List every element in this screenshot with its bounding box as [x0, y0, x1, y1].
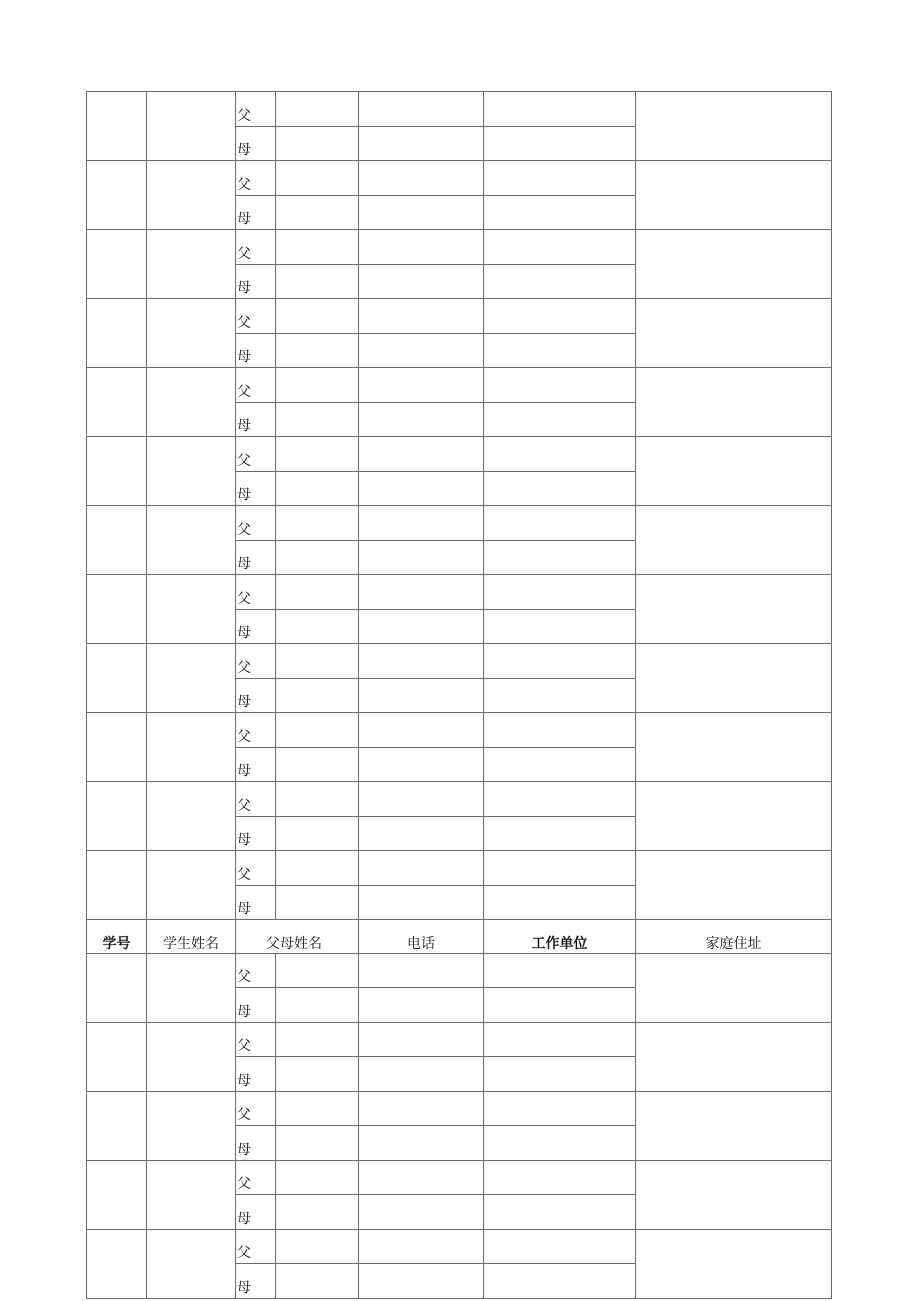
father-phone-cell [359, 644, 484, 679]
father-phone-cell [359, 161, 484, 196]
mother-work-unit-cell [484, 988, 636, 1023]
father-name-cell [276, 92, 359, 127]
father-name-cell [276, 299, 359, 334]
mother-label: 母 [236, 471, 276, 506]
mother-name-cell [276, 747, 359, 782]
father-work-unit-cell [484, 368, 636, 403]
mother-name-cell [276, 1057, 359, 1092]
home-address-cell [636, 575, 832, 644]
home-address-cell [636, 851, 832, 920]
father-name-cell [276, 953, 359, 988]
father-name-cell [276, 575, 359, 610]
mother-name-cell [276, 333, 359, 368]
father-phone-cell [359, 92, 484, 127]
student-name-cell [147, 299, 236, 368]
father-name-cell [276, 713, 359, 748]
mother-name-cell [276, 402, 359, 437]
father-name-cell [276, 851, 359, 886]
student-no-cell [87, 1091, 147, 1160]
father-label: 父 [236, 1091, 276, 1126]
mother-label: 母 [236, 402, 276, 437]
student-name-cell [147, 575, 236, 644]
mother-phone-cell [359, 816, 484, 851]
mother-phone-cell [359, 471, 484, 506]
home-address-cell [636, 92, 832, 161]
student-no-cell [87, 506, 147, 575]
student-name-cell [147, 1229, 236, 1298]
mother-name-cell [276, 816, 359, 851]
mother-phone-cell [359, 1264, 484, 1299]
mother-label: 母 [236, 540, 276, 575]
student-parent-roster-sheet [86, 91, 831, 1299]
mother-name-cell [276, 540, 359, 575]
mother-name-cell [276, 988, 359, 1023]
mother-name-cell [276, 678, 359, 713]
mother-label: 母 [236, 126, 276, 161]
table-header-row [87, 920, 832, 954]
home-address-cell [636, 299, 832, 368]
father-phone-cell [359, 713, 484, 748]
header-phone: 电话 [359, 920, 484, 954]
father-name-cell [276, 161, 359, 196]
mother-work-unit-cell [484, 540, 636, 575]
father-name-cell [276, 1091, 359, 1126]
mother-label: 母 [236, 1195, 276, 1230]
father-phone-cell [359, 1229, 484, 1264]
table-row [87, 575, 832, 610]
father-label: 父 [236, 713, 276, 748]
mother-name-cell [276, 126, 359, 161]
father-phone-cell [359, 230, 484, 265]
mother-phone-cell [359, 988, 484, 1023]
mother-label: 母 [236, 609, 276, 644]
mother-name-cell [276, 471, 359, 506]
student-name-cell [147, 506, 236, 575]
father-phone-cell [359, 1022, 484, 1057]
father-label: 父 [236, 161, 276, 196]
father-name-cell [276, 782, 359, 817]
mother-work-unit-cell [484, 471, 636, 506]
mother-phone-cell [359, 678, 484, 713]
table-row [87, 92, 832, 127]
table-row [87, 1091, 832, 1126]
student-name-cell [147, 782, 236, 851]
mother-phone-cell [359, 126, 484, 161]
student-name-cell [147, 713, 236, 782]
home-address-cell [636, 161, 832, 230]
student-no-cell [87, 644, 147, 713]
father-work-unit-cell [484, 851, 636, 886]
table-row [87, 299, 832, 334]
father-phone-cell [359, 506, 484, 541]
home-address-cell [636, 644, 832, 713]
mother-name-cell [276, 885, 359, 920]
mother-label: 母 [236, 1057, 276, 1092]
father-phone-cell [359, 299, 484, 334]
father-work-unit-cell [484, 1160, 636, 1195]
mother-label: 母 [236, 333, 276, 368]
table-row [87, 1160, 832, 1195]
father-work-unit-cell [484, 92, 636, 127]
table-row [87, 368, 832, 403]
home-address-cell [636, 1229, 832, 1298]
mother-label: 母 [236, 1126, 276, 1161]
father-work-unit-cell [484, 437, 636, 472]
father-name-cell [276, 506, 359, 541]
header-student-name: 学生姓名 [147, 920, 236, 954]
father-name-cell [276, 1022, 359, 1057]
father-label: 父 [236, 644, 276, 679]
student-name-cell [147, 161, 236, 230]
mother-name-cell [276, 195, 359, 230]
mother-work-unit-cell [484, 816, 636, 851]
father-work-unit-cell [484, 1091, 636, 1126]
table-row [87, 506, 832, 541]
header-student-no: 学号 [87, 920, 147, 954]
father-label: 父 [236, 1229, 276, 1264]
home-address-cell [636, 782, 832, 851]
mother-name-cell [276, 264, 359, 299]
mother-label: 母 [236, 678, 276, 713]
father-work-unit-cell [484, 782, 636, 817]
father-work-unit-cell [484, 713, 636, 748]
father-label: 父 [236, 1022, 276, 1057]
home-address-cell [636, 1091, 832, 1160]
father-work-unit-cell [484, 230, 636, 265]
home-address-cell [636, 953, 832, 1022]
roster-body [87, 92, 832, 1299]
home-address-cell [636, 713, 832, 782]
student-no-cell [87, 1229, 147, 1298]
mother-phone-cell [359, 885, 484, 920]
mother-phone-cell [359, 195, 484, 230]
home-address-cell [636, 368, 832, 437]
mother-phone-cell [359, 747, 484, 782]
mother-name-cell [276, 609, 359, 644]
father-work-unit-cell [484, 644, 636, 679]
home-address-cell [636, 506, 832, 575]
mother-name-cell [276, 1264, 359, 1299]
mother-work-unit-cell [484, 402, 636, 437]
father-work-unit-cell [484, 506, 636, 541]
father-label: 父 [236, 782, 276, 817]
student-no-cell [87, 161, 147, 230]
student-no-cell [87, 1022, 147, 1091]
father-name-cell [276, 230, 359, 265]
father-phone-cell [359, 851, 484, 886]
mother-phone-cell [359, 333, 484, 368]
father-phone-cell [359, 575, 484, 610]
mother-work-unit-cell [484, 1195, 636, 1230]
student-no-cell [87, 953, 147, 1022]
table-row [87, 644, 832, 679]
father-name-cell [276, 437, 359, 472]
home-address-cell [636, 230, 832, 299]
student-name-cell [147, 437, 236, 506]
mother-label: 母 [236, 885, 276, 920]
student-name-cell [147, 644, 236, 713]
mother-work-unit-cell [484, 747, 636, 782]
father-work-unit-cell [484, 953, 636, 988]
father-label: 父 [236, 92, 276, 127]
mother-work-unit-cell [484, 1264, 636, 1299]
student-no-cell [87, 713, 147, 782]
table-row [87, 230, 832, 265]
home-address-cell [636, 1022, 832, 1091]
father-label: 父 [236, 368, 276, 403]
mother-work-unit-cell [484, 609, 636, 644]
mother-label: 母 [236, 988, 276, 1023]
mother-label: 母 [236, 747, 276, 782]
mother-work-unit-cell [484, 126, 636, 161]
mother-phone-cell [359, 1126, 484, 1161]
mother-work-unit-cell [484, 1126, 636, 1161]
roster-table [86, 91, 832, 1299]
table-row [87, 1229, 832, 1264]
table-row [87, 1022, 832, 1057]
father-label: 父 [236, 953, 276, 988]
mother-label: 母 [236, 195, 276, 230]
student-no-cell [87, 851, 147, 920]
student-name-cell [147, 1091, 236, 1160]
mother-work-unit-cell [484, 195, 636, 230]
header-home-address: 家庭住址 [636, 920, 832, 954]
student-name-cell [147, 953, 236, 1022]
student-name-cell [147, 1022, 236, 1091]
student-name-cell [147, 230, 236, 299]
mother-work-unit-cell [484, 264, 636, 299]
mother-phone-cell [359, 402, 484, 437]
mother-work-unit-cell [484, 678, 636, 713]
student-no-cell [87, 230, 147, 299]
student-no-cell [87, 575, 147, 644]
table-row [87, 953, 832, 988]
father-label: 父 [236, 299, 276, 334]
father-work-unit-cell [484, 1229, 636, 1264]
table-row [87, 437, 832, 472]
mother-work-unit-cell [484, 1057, 636, 1092]
father-work-unit-cell [484, 1022, 636, 1057]
father-label: 父 [236, 506, 276, 541]
father-name-cell [276, 1160, 359, 1195]
mother-phone-cell [359, 1195, 484, 1230]
student-no-cell [87, 92, 147, 161]
father-label: 父 [236, 575, 276, 610]
father-work-unit-cell [484, 299, 636, 334]
mother-phone-cell [359, 609, 484, 644]
mother-name-cell [276, 1195, 359, 1230]
father-phone-cell [359, 953, 484, 988]
father-phone-cell [359, 1091, 484, 1126]
mother-name-cell [276, 1126, 359, 1161]
header-work-unit: 工作单位 [484, 920, 636, 954]
home-address-cell [636, 1160, 832, 1229]
father-label: 父 [236, 230, 276, 265]
student-no-cell [87, 1160, 147, 1229]
mother-work-unit-cell [484, 885, 636, 920]
student-name-cell [147, 92, 236, 161]
mother-label: 母 [236, 264, 276, 299]
mother-phone-cell [359, 1057, 484, 1092]
mother-label: 母 [236, 816, 276, 851]
mother-label: 母 [236, 1264, 276, 1299]
student-name-cell [147, 1160, 236, 1229]
student-no-cell [87, 299, 147, 368]
father-work-unit-cell [484, 161, 636, 196]
table-row [87, 851, 832, 886]
father-phone-cell [359, 437, 484, 472]
father-name-cell [276, 644, 359, 679]
father-name-cell [276, 1229, 359, 1264]
student-no-cell [87, 782, 147, 851]
mother-phone-cell [359, 540, 484, 575]
father-phone-cell [359, 1160, 484, 1195]
home-address-cell [636, 437, 832, 506]
header-parent-name: 父母姓名 [236, 920, 359, 954]
table-row [87, 713, 832, 748]
father-phone-cell [359, 368, 484, 403]
father-label: 父 [236, 1160, 276, 1195]
student-name-cell [147, 368, 236, 437]
father-work-unit-cell [484, 575, 636, 610]
father-phone-cell [359, 782, 484, 817]
student-no-cell [87, 437, 147, 506]
student-name-cell [147, 851, 236, 920]
mother-phone-cell [359, 264, 484, 299]
father-label: 父 [236, 851, 276, 886]
mother-work-unit-cell [484, 333, 636, 368]
student-no-cell [87, 368, 147, 437]
table-row [87, 782, 832, 817]
father-label: 父 [236, 437, 276, 472]
table-row [87, 161, 832, 196]
father-name-cell [276, 368, 359, 403]
